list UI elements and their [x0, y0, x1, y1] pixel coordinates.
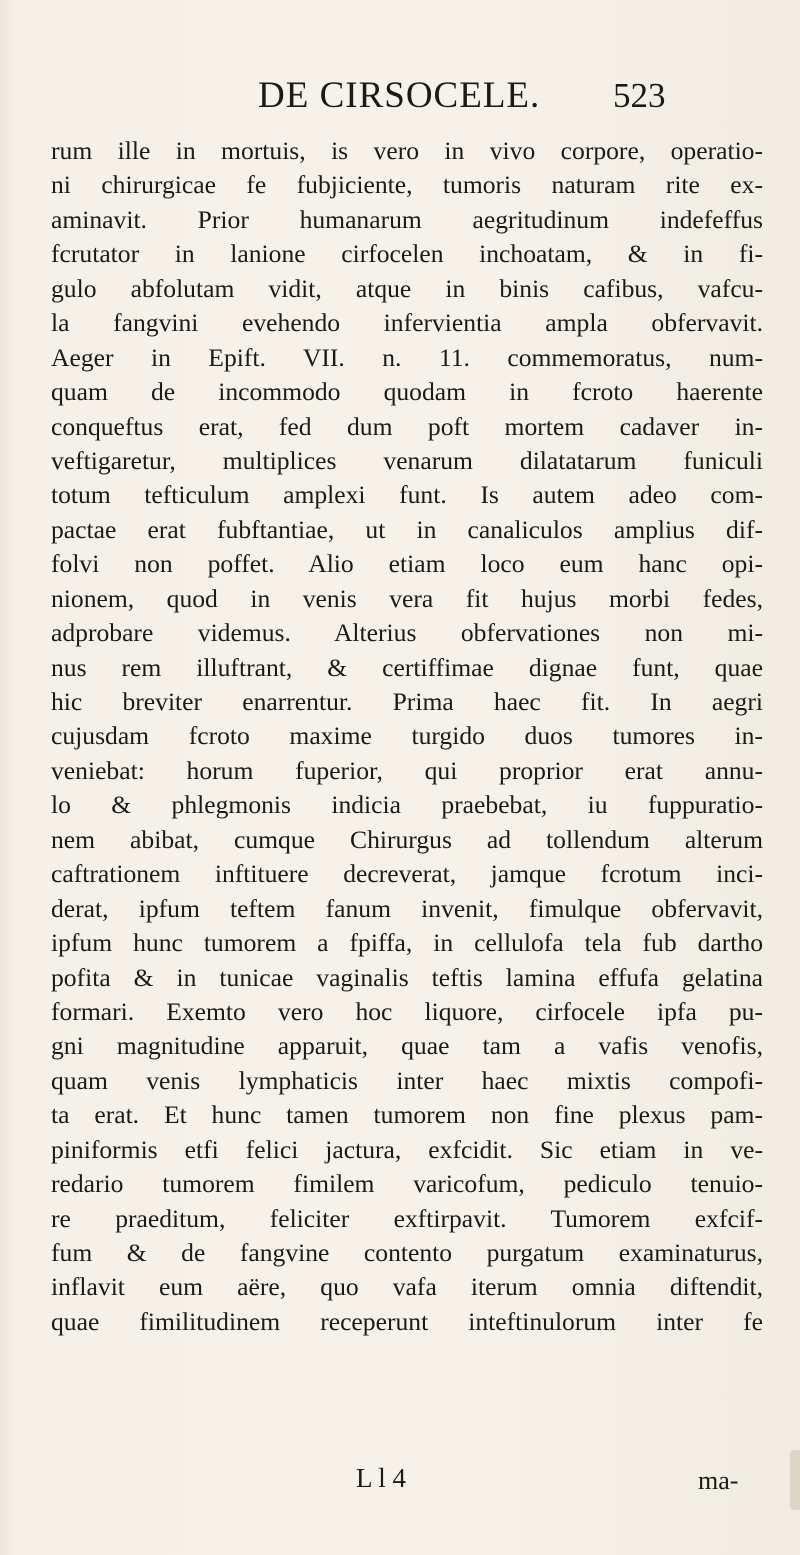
text-line: nem abibat, cumque Chirurgus ad tollendum alterum	[51, 824, 763, 854]
body-text	[51, 134, 763, 1339]
text-line: ipfum hunc tumorem a fpiffa, in cellulofa tela fub dartho	[51, 928, 763, 958]
text-line: quam de incommodo quodam in fcroto haerente	[51, 377, 763, 407]
text-line: Aeger in Epift. VII. n. 11. commemoratus, num-	[51, 342, 763, 372]
running-head: DE CIRSOCELE.	[258, 75, 541, 116]
text-line: la fangvini evehendo infervientia ampla obfervavit.	[51, 308, 763, 338]
text-line: lo & phlegmonis indicia praebebat, iu fuppuratio-	[51, 790, 763, 820]
text-line: aminavit. Prior humanarum aegritudinum indefeffus	[51, 204, 763, 234]
page-number: 523	[613, 76, 666, 115]
text-line: nionem, quod in venis vera fit hujus morbi fedes,	[51, 583, 763, 613]
text-line: fcrutator in lanione cirfocelen inchoatam, & in fi-	[51, 239, 763, 269]
text-line: fum & de fangvine contento purgatum examinaturus,	[51, 1238, 763, 1267]
text-line: formari. Exemto vero hoc liquore, cirfocele ipfa pu-	[51, 996, 763, 1026]
text-line: caftrationem inftituere decreverat, jamque fcrotum inci-	[51, 859, 763, 889]
text-line: conqueftus erat, fed dum poft mortem cadaver in-	[51, 411, 763, 441]
text-line: derat, ipfum teftem fanum invenit, fimulque obfervavit,	[51, 893, 763, 923]
text-line: folvi non poffet. Alio etiam loco eum hanc opi-	[51, 549, 763, 579]
paper-stain	[790, 1450, 800, 1510]
catchword: ma-	[698, 1466, 739, 1495]
text-line: re praeditum, feliciter exftirpavit. Tumorem exfcif-	[51, 1203, 763, 1233]
text-line: pactae erat fubftantiae, ut in canaliculos amplius dif-	[51, 514, 763, 544]
text-line: quam venis lymphaticis inter haec mixtis compofi-	[51, 1065, 763, 1095]
page-footer	[0, 1463, 800, 1503]
text-line: gulo abfolutam vidit, atque in binis cafibus, vafcu-	[51, 273, 763, 303]
text-line: veniebat: horum fuperior, qui proprior erat annu-	[51, 755, 763, 785]
text-line: cujusdam fcroto maxime turgido duos tumores in-	[51, 721, 763, 751]
text-line: gni magnitudine apparuit, quae tam a vafis venofis,	[51, 1031, 763, 1061]
text-line: ta erat. Et hunc tamen tumorem non fine plexus pam-	[51, 1100, 763, 1130]
text-line: inflavit eum aëre, quo vafa iterum omnia diftendit,	[51, 1272, 763, 1302]
text-line: quae fimilitudinem receperunt inteftinulorum inter fe	[51, 1306, 763, 1336]
text-line: redario tumorem fimilem varicofum, pediculo tenuio-	[51, 1169, 763, 1199]
text-line: rum ille in mortuis, is vero in vivo corpore, operatio-	[51, 136, 763, 165]
text-line: ni chirurgicae fe fubjiciente, tumoris naturam rite ex-	[51, 170, 763, 200]
text-line: veftigaretur, multiplices venarum dilatatarum funiculi	[51, 445, 763, 475]
text-line: nus rem illuftrant, & certiffimae dignae funt, quae	[51, 652, 763, 682]
signature-mark: L l 4	[356, 1463, 406, 1493]
page-header	[0, 74, 800, 124]
text-line: totum tefticulum amplexi funt. Is autem adeo com-	[51, 480, 763, 510]
text-line: adprobare videmus. Alterius obfervationes non mi-	[51, 618, 763, 648]
text-line: pofita & in tunicae vaginalis teftis lamina effufa gelatina	[51, 962, 763, 992]
text-line: piniformis etfi felici jactura, exfcidit. Sic etiam in ve-	[51, 1134, 763, 1164]
text-line: hic breviter enarrentur. Prima haec fit. In aegri	[51, 687, 763, 716]
